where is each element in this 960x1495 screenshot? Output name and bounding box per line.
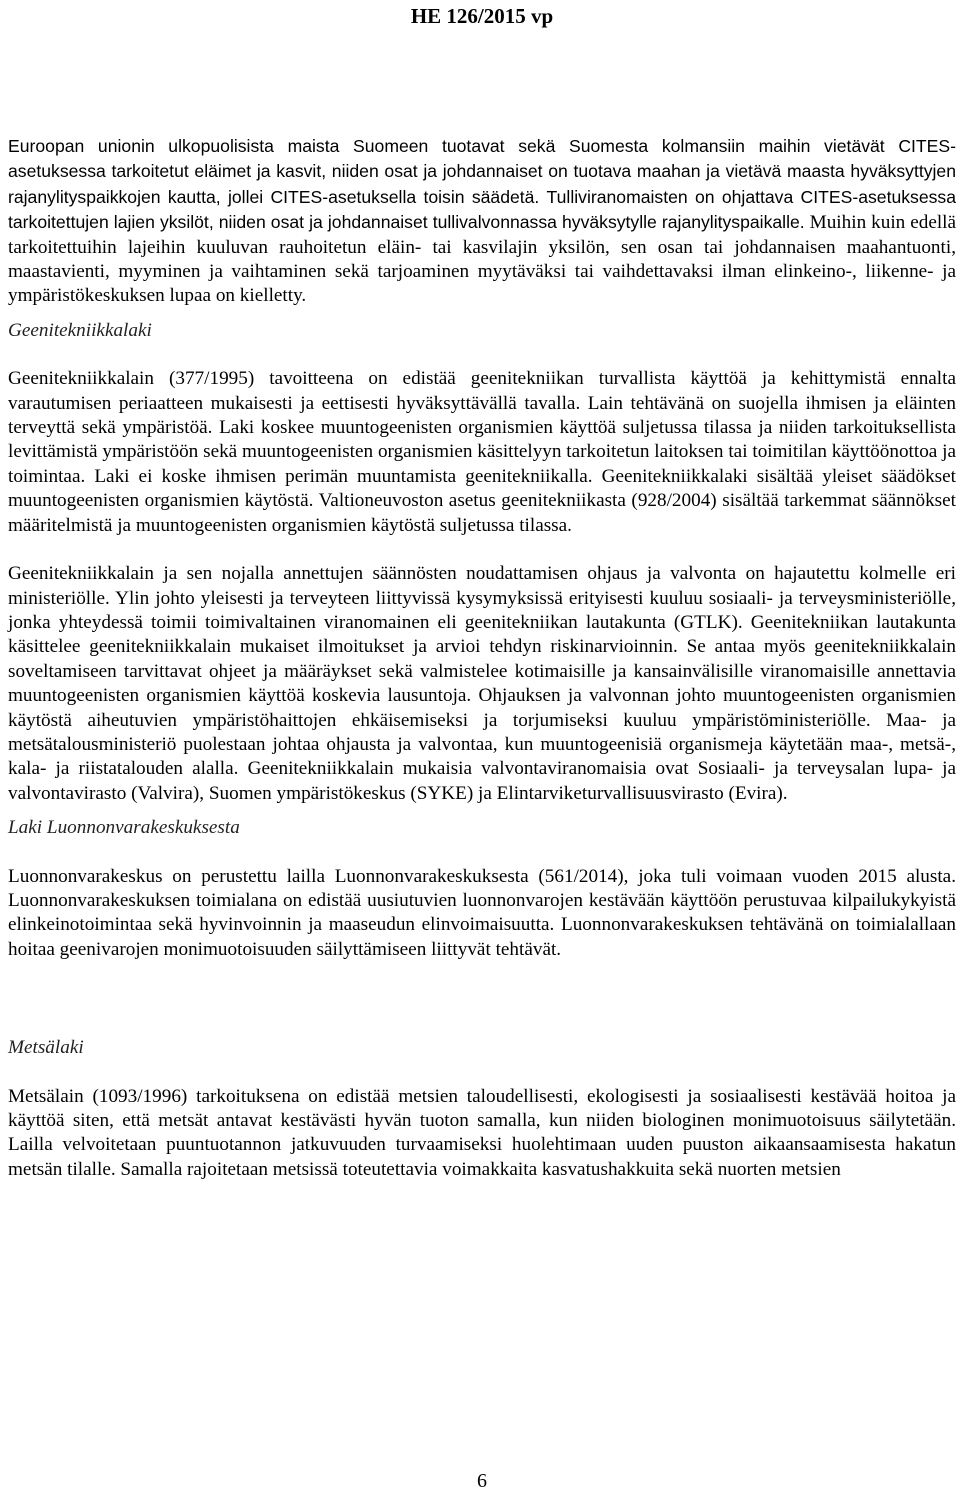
- document-page: [8, 0, 956, 1495]
- intro-paragraph-part-1: Euroopan unionin ulkopuolisista maista Suomeen tuotavat sekä Suomesta kolmansiin maihin vietävät CITES-asetuksessa tarkoitetut eläimet ja kasvit, niiden osat ja johdannaiset on tuotava maahan ja vietävä maasta hyväksyttyjen rajanylityspaikkojen kautta, jollei CITES-asetuksella toisin säädetä.: [8, 136, 956, 207]
- document-body: [8, 134, 956, 1182]
- geenitekniikka-paragraph-2: Geenitekniikkalain ja sen nojalla annettujen säännösten noudattamisen ohjaus ja valvonta on hajautettu kolmelle eri ministeriölle. Ylin johto yleisesti ja terveyteen liittyvissä kysymyksissä erityisesti kuuluu sosiaali- ja terveysministeriölle, jonka yhteydessä toimii toimivaltainen viranomainen eli geenitekniikan lautakunta (GTLK). Geenitekniikan lautakunta käsittelee geenitekniikkalain mukaiset ilmoitukset ja arvioi tehdyn riskinarvioinnin. Se antaa myös geenitekniikkalain soveltamiseen tarvittavat ohjeet ja määräykset sekä valmistelee kotimaisille ja kansainvälisille viranomaisille annettavia muuntogeenisten organismien käyttöä koskevia lausuntoja. Ohjauksen ja valvonnan johto muuntogeenisten organismien käytöstä aiheutuvien ympäristöhaittojen ehkäisemiseksi ja torjumiseksi kuuluu ympäristöministeriölle. Maa- ja metsätalousministeriö puolestaan johtaa ohjausta ja valvontaa, kun muuntogeenisiä organismeja käytetään maa-, metsä-, kala- ja riistatalouden alalla. Geenitekniikkalain mukaisia valvontaviranomaisia ovat Sosiaali- ja terveysalan lupa- ja valvontavirasto (Valvira), Suomen ympäristökeskus (SYKE) ja Elintarviketurvallisuusvirasto (Evira).: [8, 563, 956, 804]
- intro-paragraph: [8, 134, 956, 309]
- intro-paragraph-part-3: Muihin kuin edellä tarkoitettuihin lajeihin kuuluvan rauhoitetun eläin- tai kasvilajin yksilön, sen osan tai johdannaisen maahantuonti, maastavienti, myyminen ja vaihtaminen sekä tarjoaminen myytäväksi tai vaihdettavaksi ilman elinkeino-, liikenne- ja ympäristökeskuksen lupaa on kielletty.: [8, 212, 957, 307]
- page-header: HE 126/2015 vp: [410, 4, 554, 28]
- section-heading-luonnonvarakeskus: Laki Luonnonvarakeskuksesta: [8, 817, 240, 839]
- intro-paragraph-part-2: Tulliviranomaisten on ohjattava CITES-asetuksessa tarkoitettujen lajien yksilöt, niiden osat ja johdannaiset tullivalvonnassa hyväksytylle rajanylityspaikalle.: [8, 186, 957, 233]
- section-heading-geenitekniikkalaki: Geenitekniikkalaki: [8, 319, 152, 341]
- geenitekniikka-paragraph-1: Geenitekniikkalain (377/1995) tavoitteena on edistää geenitekniikan turvallista käyttöä ja kehittymistä ennalta varautumisen periaatteen mukaisesti ja eettisesti hyväksyttävällä tavalla. Lain tehtävänä on suojella ihmisen ja eläinten terveyttä sekä ympäristöä. Laki koskee muuntogeenisten organismien käyttöä suljetussa tilassa ja niiden tarkoituksellista levittämistä ympäristöön sekä muuntogeenisten organismien käsittelyyn tarkoitetun laitoksen tai toimitilan käyttöönottoa ja toimintaa. Laki ei koske ihmisen perimän muuntamista geenitekniikalla. Geenitekniikkalaki sisältää yleiset säädökset muuntogeenisten organismien käytöstä. Valtioneuvoston asetus geenitekniikasta (928/2004) sisältää tarkemmat säännökset määritelmistä ja muuntogeenisten organismien käytöstä suljetussa tilassa.: [8, 368, 956, 536]
- page-number: 6: [477, 1470, 487, 1492]
- luonnonvara-paragraph-1: Luonnonvarakeskus on perustettu lailla Luonnonvarakeskuksesta (561/2014), joka tuli voimaan vuoden 2015 alusta. Luonnonvarakeskuksen toimialana on edistää uusiutuvien luonnonvarojen kestävään käyttöön perustuvaa kilpailukykyistä elinkeinotoimintaa sekä hyvinvoinnin ja maaseudun elinvoimaisuutta. Luonnonvarakeskuksen tehtävänä on toimialallaan hoitaa geenivarojen monimuotoisuuden säilyttämiseen liittyvät tehtävät.: [8, 865, 956, 960]
- section-heading-metsalaki: Metsälaki: [8, 1037, 84, 1059]
- metsalaki-paragraph-1: Metsälain (1093/1996) tarkoituksena on edistää metsien taloudellisesti, ekologisesti ja sosiaalisesti kestävää hoitoa ja käyttöä siten, että metsät antavat kestävästi hyvän tuoton samalla, kun niiden biologinen monimuotoisuus säilytetään. Lailla velvoitetaan puuntuotannon jatkuvuuden turvaamiseksi huolehtimaan uuden puuston aikaansaamisesta hakatun metsän tilalle. Samalla rajoitetaan metsissä toteutettavia voimakkaita kasvatushakkuita sekä nuorten metsien: [8, 1085, 956, 1180]
